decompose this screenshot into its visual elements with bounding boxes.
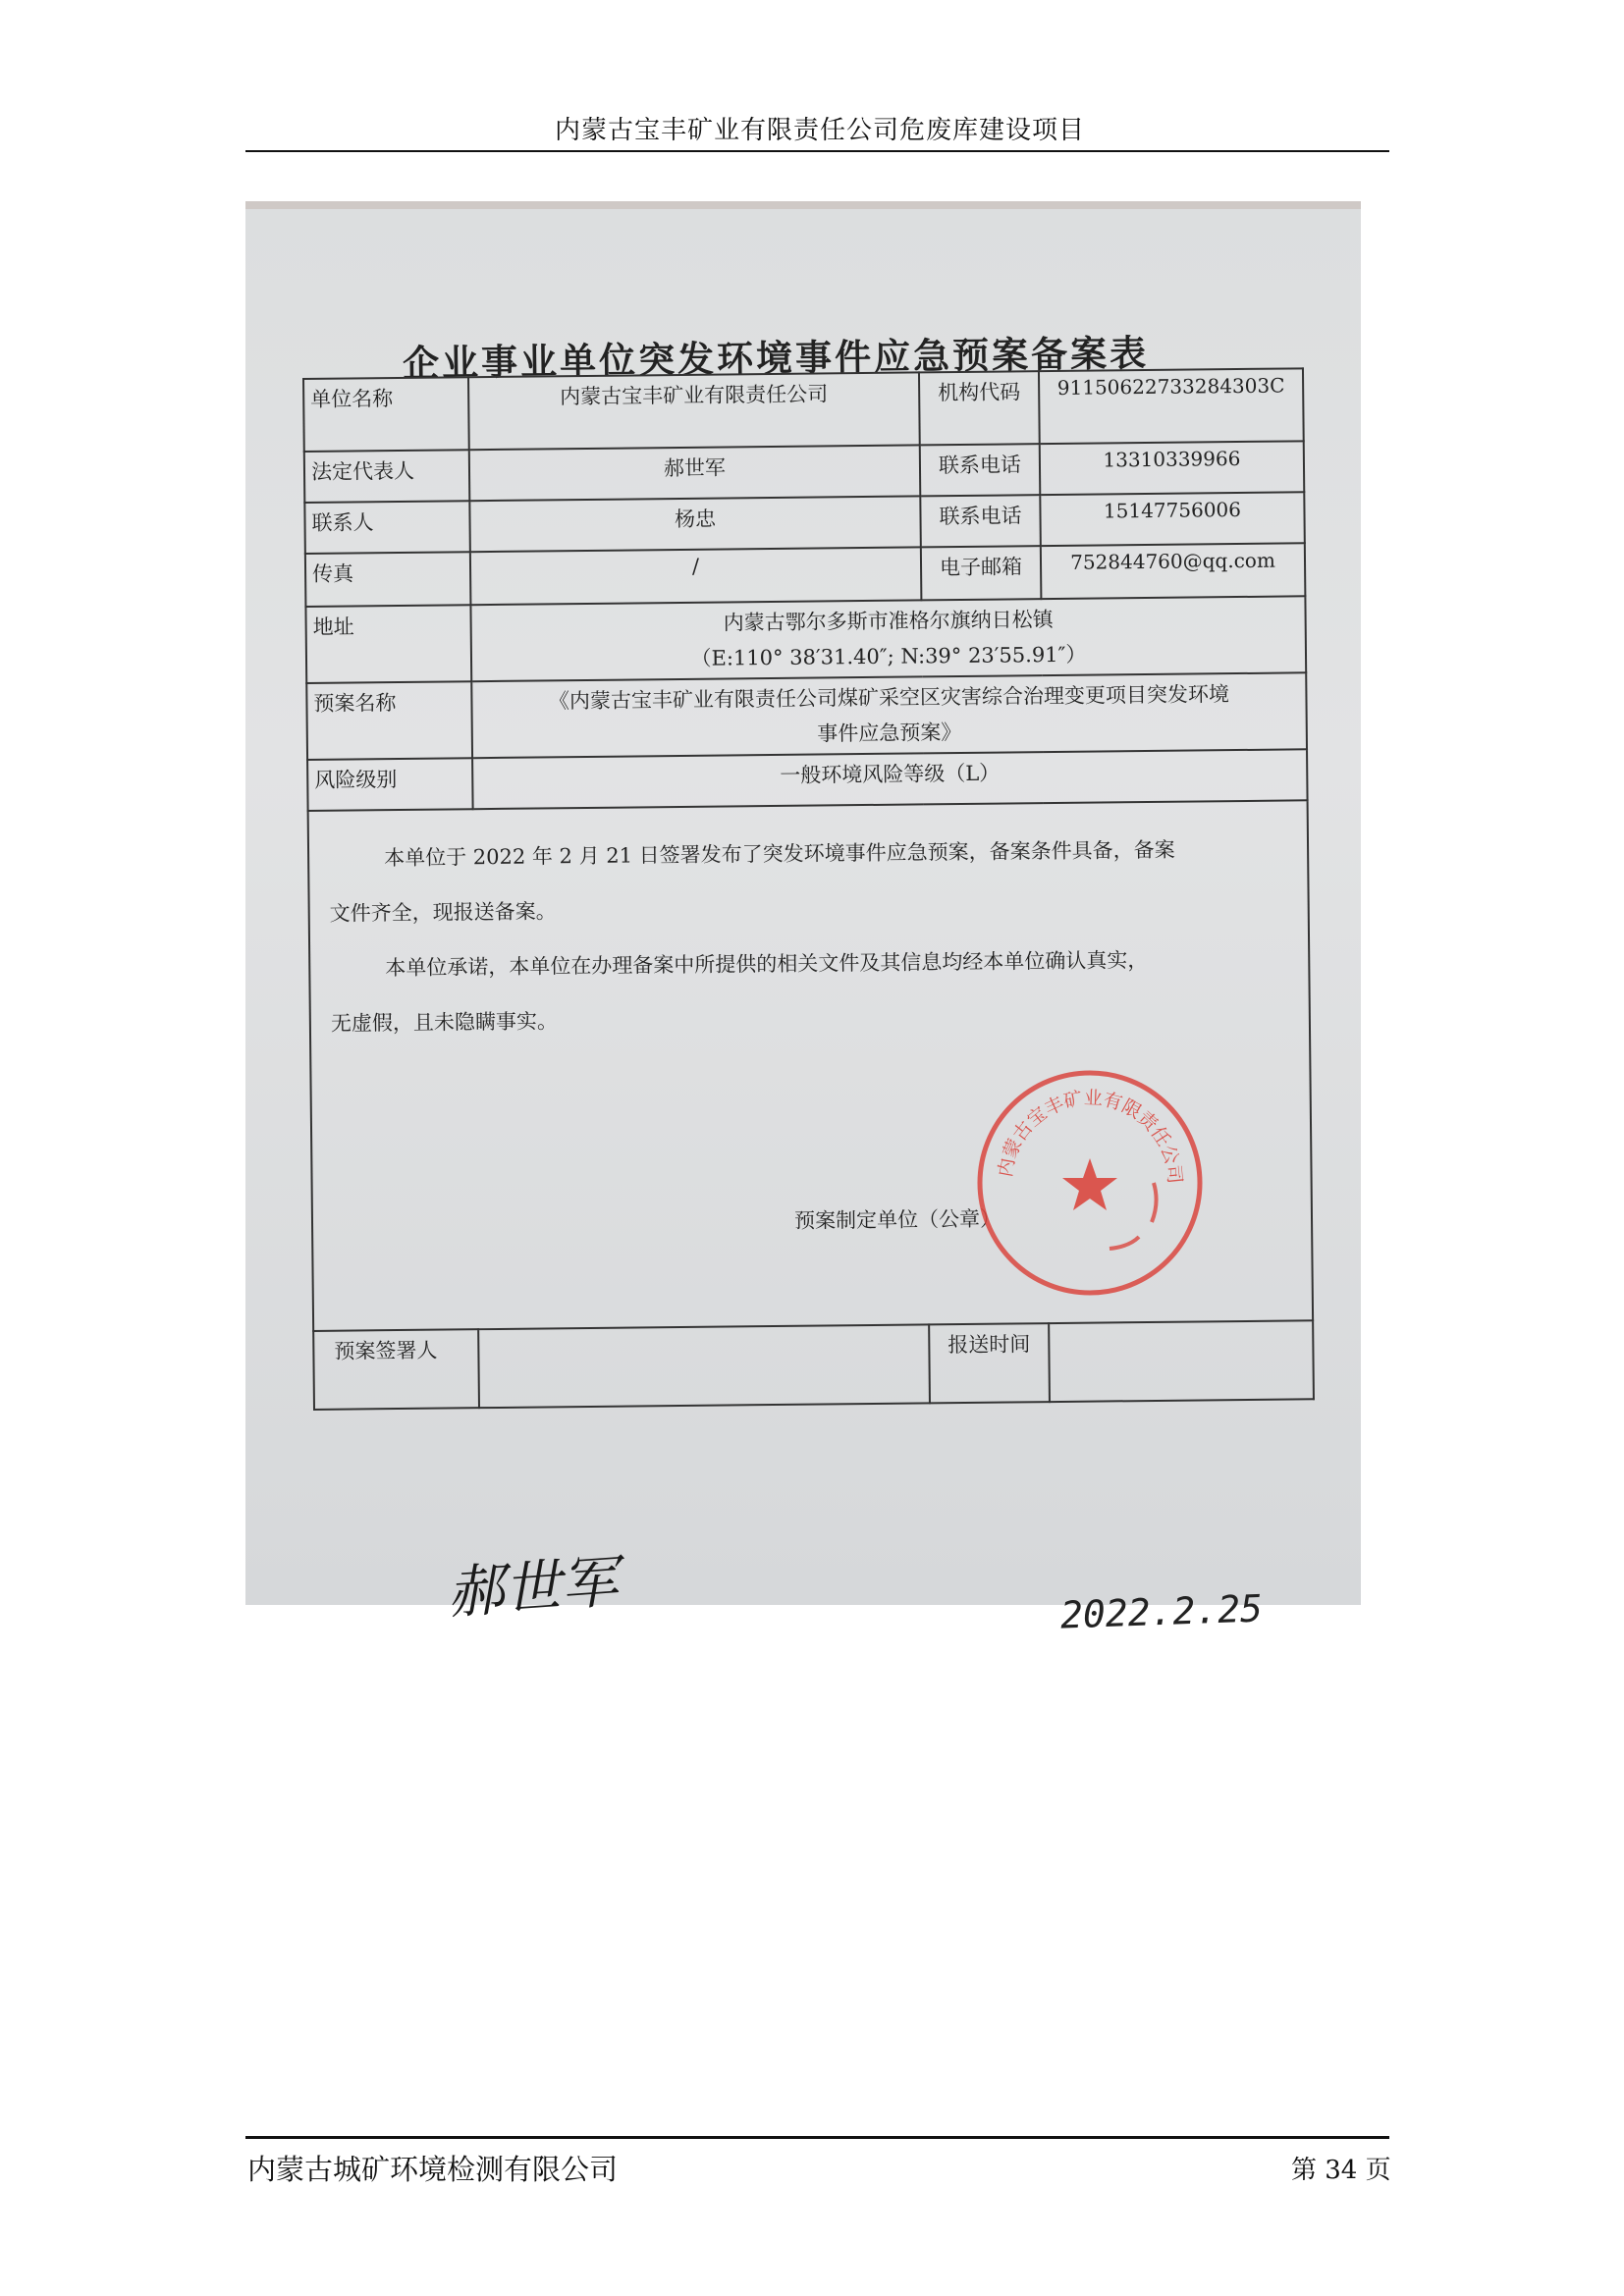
contact-phone-label: 联系电话 (920, 495, 1041, 547)
org-code-value: 91150622733284303C (1039, 368, 1304, 444)
row-unit-name (303, 368, 1304, 452)
footer-page-number: 第 34 页 (1291, 2156, 1391, 2185)
email-label: 电子邮箱 (921, 546, 1042, 600)
photo-edge (245, 201, 1361, 209)
legal-rep-value: 郝世军 (469, 445, 921, 501)
contact-label: 联系人 (304, 501, 470, 554)
address-value (470, 596, 1306, 681)
fax-value: / (470, 547, 922, 605)
unit-name-value: 内蒙古宝丰矿业有限责任公司 (468, 372, 920, 450)
submit-date-handwritten: 2022.2.25 (1059, 1586, 1264, 1637)
signer-signature: 郝世军 (445, 1548, 621, 1627)
fax-label: 传真 (305, 552, 471, 607)
phone-label: 联系电话 (920, 444, 1041, 496)
signer-label: 预案签署人 (313, 1329, 479, 1410)
official-seal (972, 1065, 1208, 1301)
contact-value: 杨忠 (469, 496, 921, 552)
email-value: 752844760@qq.com (1041, 543, 1306, 599)
statement-p1a: 本单位于 2022 年 2 月 21 日签署发布了突发环境事件应急预案，备案条件具备，备案 (384, 837, 1175, 871)
statement-p2b: 无虚假，且未隐瞒事实。 (330, 1009, 559, 1036)
form-title: 企业事业单位突发环境事件应急预案备案表 (402, 331, 1150, 385)
seal-star-icon (1062, 1158, 1117, 1210)
submit-time-label: 报送时间 (929, 1323, 1050, 1403)
statement-p2a: 本单位承诺，本单位在办理备案中所提供的相关文件及其信息均经本单位确认真实， (385, 948, 1149, 981)
submit-time-value (1049, 1320, 1314, 1402)
plan-name-value (471, 672, 1307, 758)
legal-rep-label: 法定代表人 (304, 450, 470, 503)
statement-p1b: 文件齐全，现报送备案。 (329, 899, 557, 926)
phone-value: 13310339966 (1040, 441, 1305, 495)
address-line1: 内蒙古鄂尔多斯市准格尔旗纳日松镇 (723, 608, 1054, 635)
header-rule (245, 150, 1389, 152)
stamp-label: 预案制定单位（公章） (793, 1206, 1001, 1233)
page-header-title: 内蒙古宝丰矿业有限责任公司危废库建设项目 (554, 116, 1085, 145)
unit-name-label: 单位名称 (303, 377, 469, 452)
address-line2: （E:110° 38′31.40″; N:39° 23′55.91″） (690, 642, 1087, 670)
risk-level-label: 风险级别 (307, 758, 473, 811)
address-label: 地址 (305, 605, 471, 683)
scanned-form-photo (245, 201, 1361, 1637)
plan-name-line2: 事件应急预案》 (817, 720, 962, 746)
row-signer (313, 1320, 1314, 1410)
footer-rule (245, 2136, 1389, 2139)
org-code-label: 机构代码 (919, 371, 1040, 445)
plan-name-line1: 《内蒙古宝丰矿业有限责任公司煤矿采空区灾害综合治理变更项目突发环境 (548, 682, 1230, 714)
signer-value (478, 1324, 930, 1408)
row-address (305, 596, 1306, 683)
footer-company: 内蒙古城矿环境检测有限公司 (247, 2153, 619, 2186)
row-plan-name (306, 672, 1307, 760)
contact-phone-value: 15147756006 (1040, 492, 1305, 546)
risk-level-value: 一般环境风险等级（L） (472, 749, 1307, 809)
seal-text: 内蒙古宝丰矿业有限责任公司 (994, 1087, 1186, 1185)
plan-name-label: 预案名称 (306, 681, 472, 760)
